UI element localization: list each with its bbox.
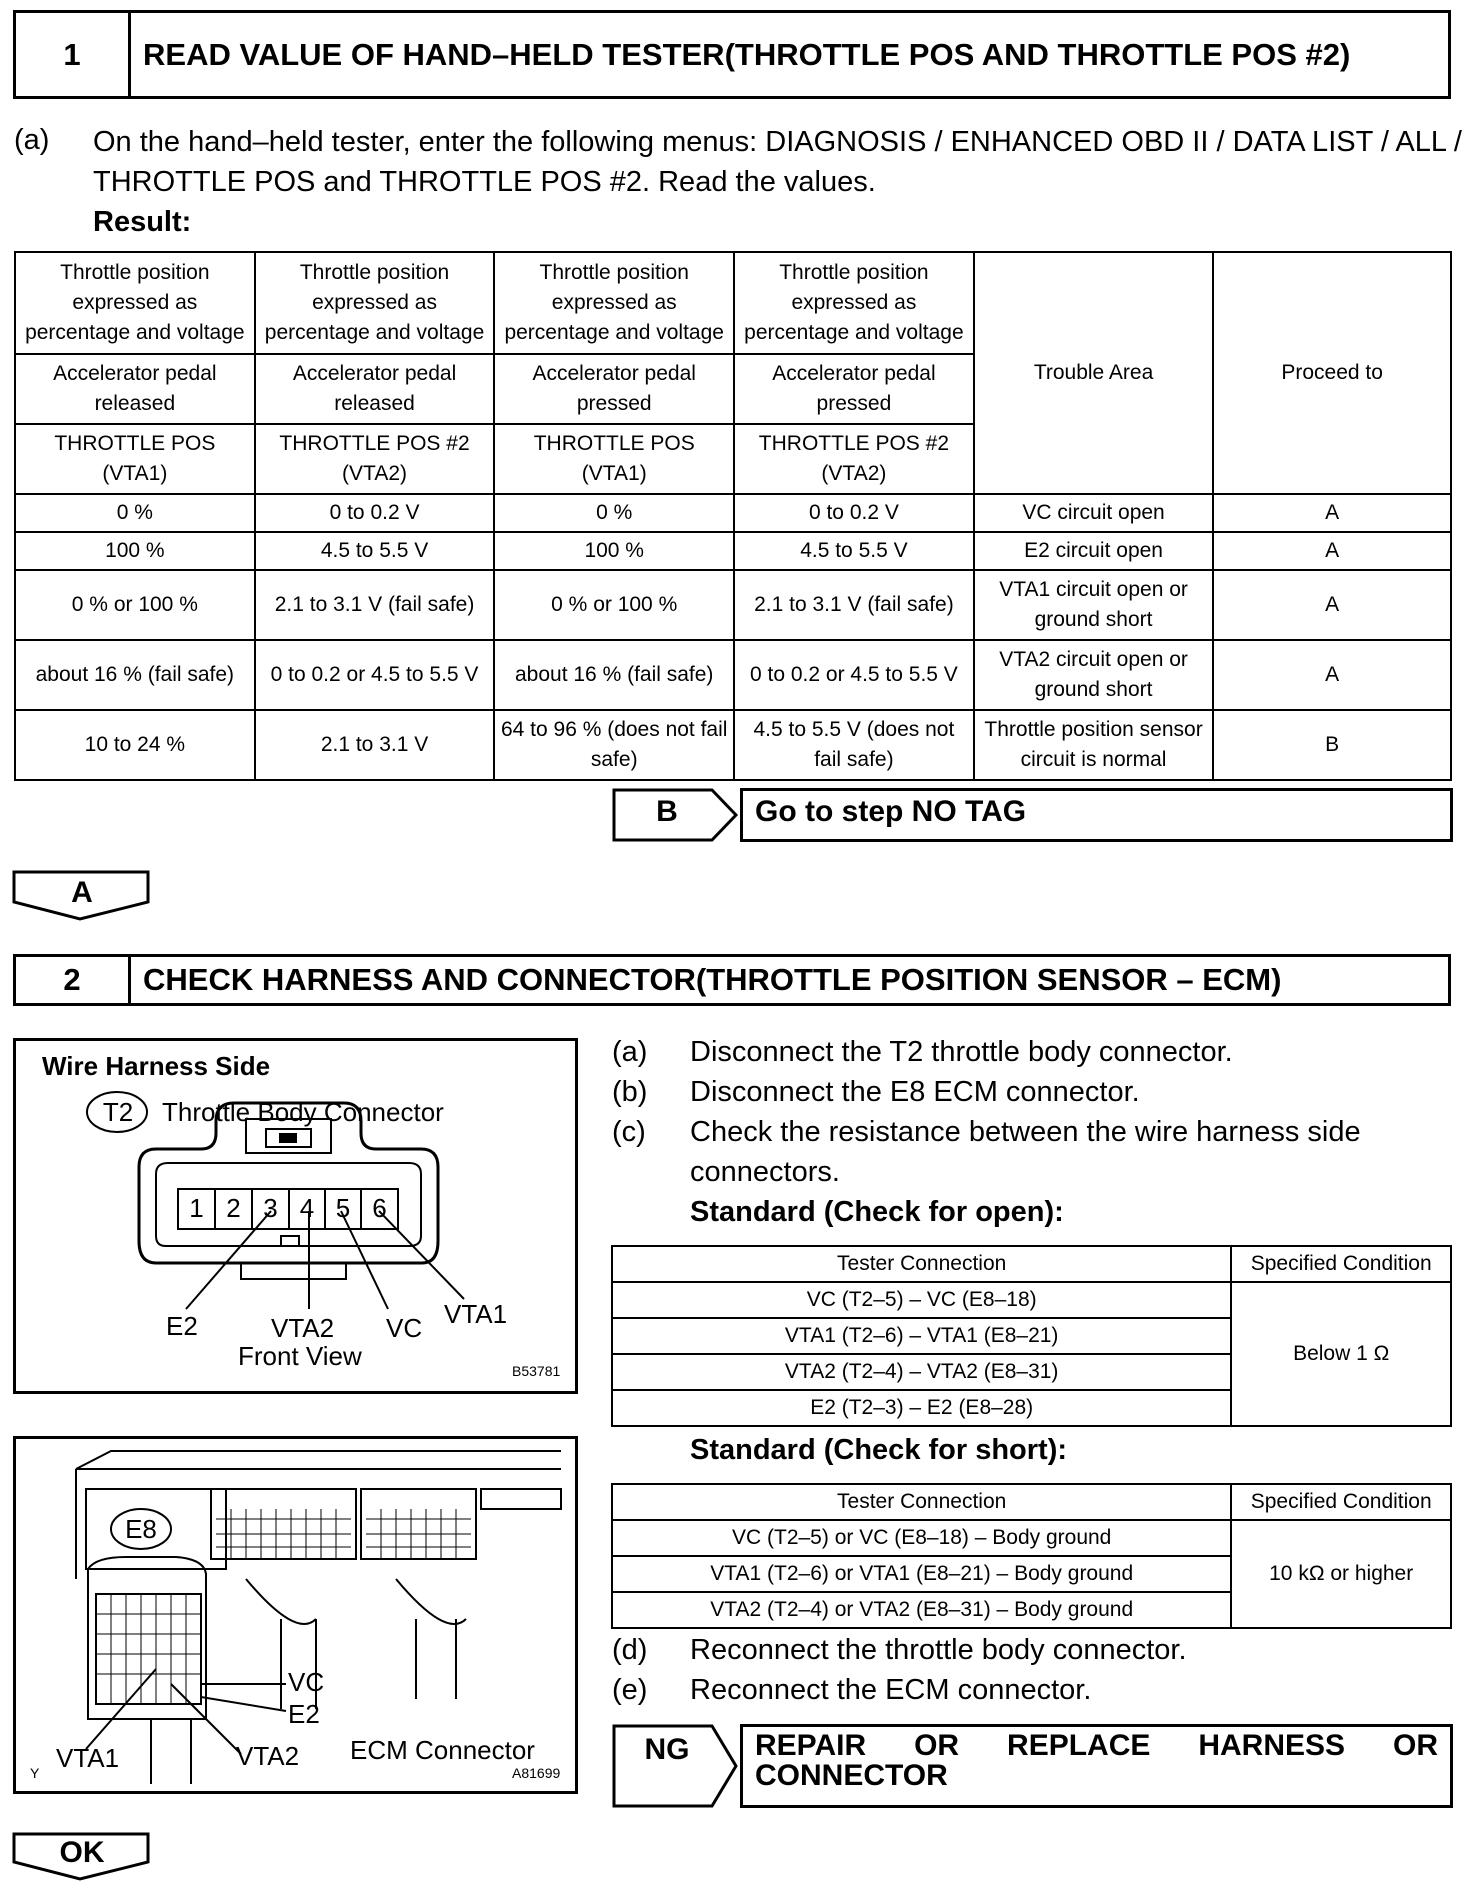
- header-cell: Tester Connection: [612, 1246, 1231, 1282]
- step1-header: [13, 10, 1451, 99]
- label-e2: E2: [166, 1311, 198, 1341]
- step1-title: READ VALUE OF HAND–HELD TESTER(THROTTLE POS AND THROTTLE POS #2): [143, 36, 1351, 72]
- step-a-label: (a): [612, 1036, 648, 1068]
- label-vc: VC: [386, 1313, 423, 1343]
- table-cell: A: [1213, 570, 1451, 640]
- step-d-text: Reconnect the throttle body connector.: [690, 1634, 1187, 1666]
- step2-number: 2: [16, 957, 131, 1003]
- table-cell: 0 % or 100 %: [494, 570, 734, 640]
- header-cell: THROTTLE POS #2 (VTA2): [255, 424, 495, 494]
- step1-a-label: (a): [14, 124, 50, 156]
- step-b-label: (b): [612, 1076, 648, 1108]
- ng-text: REPAIR OR REPLACE HARNESS OR CONNECTOR: [755, 1729, 1438, 1792]
- header-cell: Accelerator pedal released: [255, 354, 495, 424]
- table-row: [612, 1282, 1451, 1318]
- goto-b-box: [740, 788, 1453, 842]
- table-cell: A: [1213, 494, 1451, 532]
- table-cell: 0 to 0.2 or 4.5 to 5.5 V: [255, 640, 495, 710]
- table-cell: 4.5 to 5.5 V (does not fail safe): [734, 710, 974, 780]
- table-cell: B: [1213, 710, 1451, 780]
- ng-letter: NG: [644, 1733, 690, 1766]
- pin-3: 3: [263, 1193, 278, 1223]
- table-cell: about 16 % (fail safe): [494, 640, 734, 710]
- table-cell: 64 to 96 % (does not fail safe): [494, 710, 734, 780]
- table-cell: 2.1 to 3.1 V (fail safe): [734, 570, 974, 640]
- header-cell: Throttle position expressed as percentage and voltage: [494, 252, 734, 354]
- table-cell: VTA2 circuit open or ground short: [974, 640, 1214, 710]
- short-condition: 10 kΩ or higher: [1231, 1520, 1451, 1628]
- header-cell: Specified Condition: [1231, 1484, 1451, 1520]
- ecm-connector-id: E8: [125, 1514, 157, 1544]
- std-open-label: Standard (Check for open):: [690, 1196, 1064, 1228]
- label-vta1: VTA1: [444, 1299, 508, 1329]
- step-d-label: (d): [612, 1634, 648, 1666]
- table-cell: VTA1 (T2–6) or VTA1 (E8–21) – Body ground: [612, 1556, 1231, 1592]
- table-cell: 2.1 to 3.1 V (fail safe): [255, 570, 495, 640]
- table-cell: VTA2 (T2–4) or VTA2 (E8–31) – Body ground: [612, 1592, 1231, 1628]
- table-cell: VC (T2–5) – VC (E8–18): [612, 1282, 1231, 1318]
- header-cell: Accelerator pedal pressed: [734, 354, 974, 424]
- table-row: [15, 532, 1451, 570]
- table-cell: 2.1 to 3.1 V: [255, 710, 495, 780]
- table-cell: 0 to 0.2 V: [255, 494, 495, 532]
- fig2-code: A81699: [512, 1765, 561, 1781]
- table-cell: VTA1 (T2–6) – VTA1 (E8–21): [612, 1318, 1231, 1354]
- table-cell: 0 to 0.2 V: [734, 494, 974, 532]
- goto-b-text: Go to step NO TAG: [755, 795, 1027, 828]
- b-letter: B: [656, 795, 678, 828]
- table-cell: 0 to 0.2 or 4.5 to 5.5 V: [734, 640, 974, 710]
- trouble-area-header: Trouble Area: [974, 252, 1214, 494]
- header-cell: Throttle position expressed as percentage and voltage: [734, 252, 974, 354]
- header-cell: Accelerator pedal released: [15, 354, 255, 424]
- header-cell: THROTTLE POS #2 (VTA2): [734, 424, 974, 494]
- step-c-label: (c): [612, 1116, 646, 1148]
- table-cell: 0 % or 100 %: [15, 570, 255, 640]
- table-cell: A: [1213, 532, 1451, 570]
- step-e-label: (e): [612, 1674, 648, 1706]
- pin-4: 4: [299, 1193, 315, 1223]
- step2-header: [13, 954, 1451, 1006]
- pin-2: 2: [226, 1193, 241, 1223]
- table-cell: E2 (T2–3) – E2 (E8–28): [612, 1390, 1231, 1426]
- table-cell: E2 circuit open: [974, 532, 1214, 570]
- table-row: [15, 570, 1451, 640]
- ecm-corner-mark: Y: [30, 1765, 40, 1781]
- ecm-label-e2: E2: [288, 1699, 320, 1729]
- step1-a-text: On the hand–held tester, enter the following menus: DIAGNOSIS / ENHANCED OBD II / DATA LIST / ALL / THROTTLE POS and THROTTLE POS #2. Read the values.: [93, 126, 1462, 198]
- step-a-text: Disconnect the T2 throttle body connector.: [690, 1036, 1233, 1068]
- ecm-label-vc: VC: [288, 1667, 325, 1697]
- step2-title: CHECK HARNESS AND CONNECTOR(THROTTLE POSITION SENSOR – ECM): [143, 962, 1282, 997]
- table-cell: about 16 % (fail safe): [15, 640, 255, 710]
- short-check-table: [611, 1483, 1452, 1629]
- fig1-title: Wire Harness Side: [42, 1051, 271, 1081]
- ecm-connector-figure: [13, 1436, 578, 1794]
- header-cell: Specified Condition: [1231, 1246, 1451, 1282]
- ok-arrow-label: OK: [59, 1836, 105, 1869]
- header-cell: Throttle position expressed as percentage and voltage: [15, 252, 255, 354]
- front-view-label: Front View: [238, 1341, 362, 1371]
- header-cell: Tester Connection: [612, 1484, 1231, 1520]
- ng-box: [740, 1724, 1453, 1808]
- result-label: Result:: [93, 206, 192, 238]
- header-cell: Throttle position expressed as percentage and voltage: [255, 252, 495, 354]
- table-row: [15, 640, 1451, 710]
- std-short-label: Standard (Check for short):: [690, 1434, 1068, 1466]
- pin-5: 5: [335, 1193, 351, 1223]
- open-check-table: [611, 1245, 1452, 1427]
- step-c-text: Check the resistance between the wire harness side connectors.: [690, 1116, 1361, 1188]
- ecm-label-vta1: VTA1: [56, 1743, 120, 1773]
- step-b-text: Disconnect the E8 ECM connector.: [690, 1076, 1140, 1108]
- step-e-text: Reconnect the ECM connector.: [690, 1674, 1092, 1706]
- table-cell: 100 %: [15, 532, 255, 570]
- table-row: [15, 494, 1451, 532]
- header-cell: THROTTLE POS (VTA1): [494, 424, 734, 494]
- throttle-connector-figure: [13, 1038, 578, 1394]
- table-cell: 4.5 to 5.5 V: [734, 532, 974, 570]
- table-cell: VTA1 circuit open or ground short: [974, 570, 1214, 640]
- ecm-connector-name: ECM Connector: [350, 1735, 535, 1765]
- step1-number: 1: [16, 13, 131, 96]
- table-cell: 0 %: [494, 494, 734, 532]
- table-row: [15, 710, 1451, 780]
- table-cell: 10 to 24 %: [15, 710, 255, 780]
- ecm-label-vta2: VTA2: [236, 1741, 300, 1771]
- open-condition: Below 1 Ω: [1231, 1282, 1451, 1426]
- table-row: [612, 1520, 1451, 1556]
- connector-id-t2: T2: [102, 1097, 134, 1127]
- pin-1: 1: [189, 1193, 204, 1223]
- table-cell: VC (T2–5) or VC (E8–18) – Body ground: [612, 1520, 1231, 1556]
- proceed-to-header: Proceed to: [1213, 252, 1451, 494]
- table-cell: Throttle position sensor circuit is normal: [974, 710, 1214, 780]
- result-table: [14, 251, 1452, 781]
- fig1-code: B53781: [512, 1363, 561, 1379]
- a-arrow-letter: A: [71, 876, 93, 909]
- header-cell: Accelerator pedal pressed: [494, 354, 734, 424]
- connector-name: Throttle Body Connector: [162, 1097, 444, 1127]
- table-cell: VTA2 (T2–4) – VTA2 (E8–31): [612, 1354, 1231, 1390]
- table-cell: 4.5 to 5.5 V: [255, 532, 495, 570]
- table-cell: 0 %: [15, 494, 255, 532]
- table-cell: VC circuit open: [974, 494, 1214, 532]
- label-vta2: VTA2: [271, 1313, 335, 1343]
- table-cell: 100 %: [494, 532, 734, 570]
- header-cell: THROTTLE POS (VTA1): [15, 424, 255, 494]
- table-cell: A: [1213, 640, 1451, 710]
- pin-6: 6: [372, 1193, 387, 1223]
